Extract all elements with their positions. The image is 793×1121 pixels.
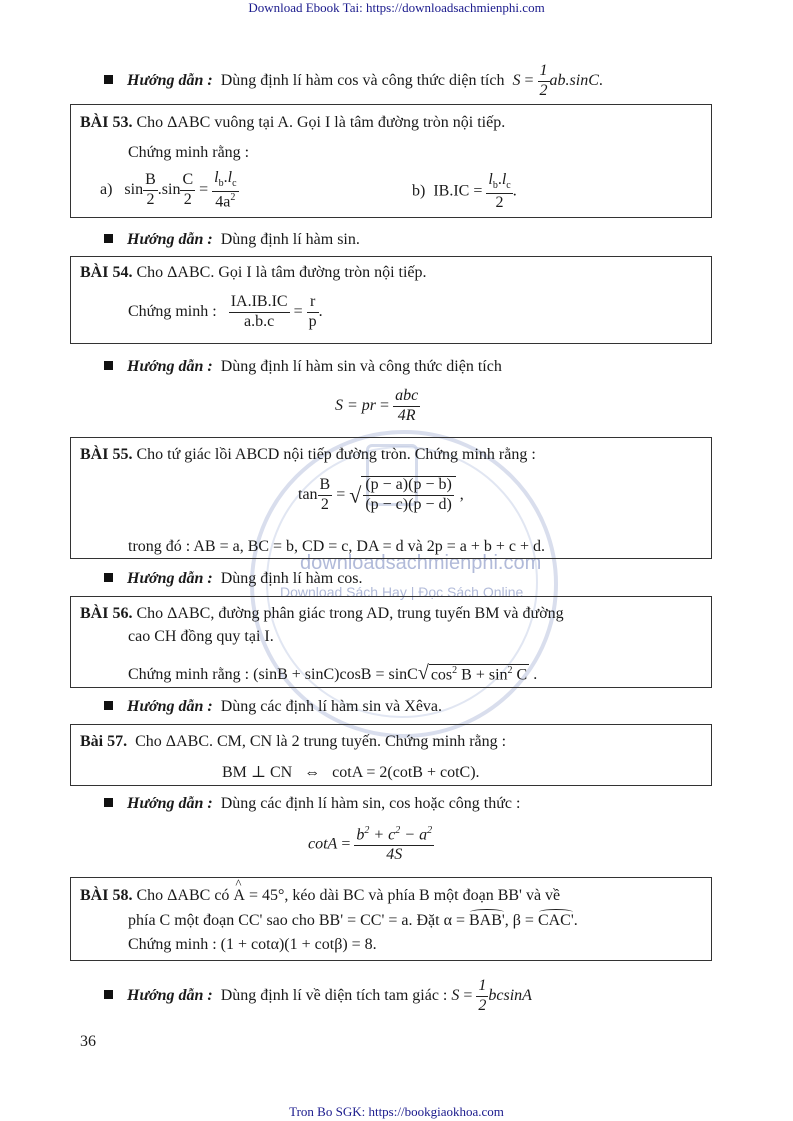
problem-54-formula: Chứng minh : $\frac{IA.IB.IC}{a.b.c}$ = $\frac{r}{p}$ . bbox=[128, 293, 323, 330]
problem-title: Bài 57. bbox=[80, 733, 128, 750]
page-number: 36 bbox=[80, 1033, 96, 1050]
bullet-square-icon bbox=[104, 234, 113, 243]
problem-text: Cho ΔABC, đường phân giác trong AD, trung tuyến BM và đường bbox=[136, 605, 564, 622]
problem-prove: Chứng minh : bbox=[128, 302, 217, 320]
footer-sgk-link[interactable]: Tron Bo SGK: https://bookgiaokhoa.com bbox=[289, 1104, 504, 1119]
hint-text: Dùng định lí hàm cos và công thức diện tích bbox=[220, 71, 505, 89]
hint-text: Dùng định lí hàm cos. bbox=[220, 570, 363, 587]
problem-55-where: trong đó : AB = a, BC = b, CD = c, DA = d và 2p = a + b + c + d. bbox=[128, 538, 546, 555]
problem-56-text-2: cao CH đồng quy tại I. bbox=[128, 628, 274, 645]
problem-58-prove: Chứng minh : (1 + cotα)(1 + cotβ) = 8. bbox=[128, 936, 377, 953]
hint-55 bbox=[104, 570, 363, 588]
problem-title: BÀI 55. bbox=[80, 446, 133, 463]
problem-56-statement bbox=[80, 605, 564, 623]
problem-58-statement: BÀI 58. Cho ΔABC có ^ A = 45°, kéo dài BC và phía B một đoạn BB' và về bbox=[80, 887, 560, 905]
problem-title: BÀI 53. bbox=[80, 114, 133, 131]
problem-title: BÀI 56. bbox=[80, 605, 133, 622]
problem-53-formula-b: b) IB.IC = $\frac{l_b.l_c}{2}$ . bbox=[412, 171, 517, 211]
problem-58-text-2: phía C một đoạn CC' sao cho BB' = CC' = a. Đặt α = BAB', β = CAC'. bbox=[128, 912, 578, 929]
hint-label: Hướng dẫn : bbox=[127, 986, 213, 1004]
problem-title: BÀI 54. bbox=[80, 264, 133, 281]
watermark-site: downloadsachmienphi.com bbox=[300, 552, 542, 574]
hint-text: Dùng các định lí hàm sin, cos hoặc công thức : bbox=[220, 795, 521, 812]
bullet-square-icon bbox=[104, 361, 113, 370]
problem-57-formula: BM ⊥ CN ⇔ cotA = 2(cotB + cotC). bbox=[222, 764, 480, 781]
hint-label: Hướng dẫn : bbox=[127, 358, 213, 375]
problem-55-formula: tan $\frac{B}{2}$ = √ $\frac{(p - a)(p - b)}{(p - c)(p - d)}$ , bbox=[298, 476, 464, 513]
hint-text: Dùng định lí về diện tích tam giác : bbox=[220, 986, 448, 1004]
hint-text: Dùng định lí hàm sin và công thức diện tích bbox=[220, 358, 502, 375]
problem-57-statement bbox=[80, 733, 506, 751]
header-download-link[interactable]: Download Ebook Tai: https://downloadsachmienphi.com bbox=[248, 0, 545, 15]
bullet-square-icon bbox=[104, 990, 113, 999]
problem-55-statement bbox=[80, 446, 536, 464]
hint-text: Dùng các định lí hàm sin và Xêva. bbox=[220, 698, 443, 715]
hint-53-pre: Hướng dẫn : Dùng định lí hàm cos và công thức diện tích S = $\frac{1}{2}$ ab.sinC. bbox=[104, 63, 603, 100]
problem-53-statement bbox=[80, 114, 505, 132]
hint-53 bbox=[104, 231, 360, 249]
bullet-square-icon bbox=[104, 798, 113, 807]
problem-54-statement bbox=[80, 264, 427, 282]
hint-56 bbox=[104, 698, 442, 716]
problem-text: Cho ΔABC. CM, CN là 2 trung tuyến. Chứng minh rằng : bbox=[135, 733, 507, 750]
problem-53-formula-a: a) sin $\frac{B}{2}$ .sin $\frac{C}{2}$ = $\frac{l_b.l_c}{4a^2}$ bbox=[100, 169, 237, 211]
bullet-square-icon bbox=[104, 701, 113, 710]
area-formula: S = pr = abc 4R bbox=[335, 387, 419, 424]
bullet-square-icon bbox=[104, 573, 113, 582]
hint-label: Hướng dẫn : bbox=[127, 71, 213, 89]
problem-text: Cho tứ giác lồi ABCD nội tiếp đường tròn. Chứng minh rằng : bbox=[136, 446, 536, 463]
hint-label: Hướng dẫn : bbox=[127, 231, 213, 248]
hint-text: Dùng định lí hàm sin. bbox=[220, 231, 360, 248]
hint-57 bbox=[104, 795, 520, 813]
hint-label: Hướng dẫn : bbox=[127, 795, 213, 812]
problem-title: BÀI 58. bbox=[80, 887, 133, 904]
watermark-slogan: Download Sách Hay | Đọc Sách Online bbox=[280, 584, 524, 600]
problem-text: phía C một đoạn CC' sao cho BB' = CC' = a. Đặt α = bbox=[128, 912, 465, 929]
problem-56-formula: Chứng minh rằng : (sinB + sinC)cosB = sinC√ $\cos^2 B + \sin^2 C$ . bbox=[128, 662, 538, 684]
hint-58: Hướng dẫn : Dùng định lí về diện tích tam giác : S = $\frac{1}{2}$ bcsinA bbox=[104, 978, 532, 1015]
problem-53-prove: Chứng minh rằng : bbox=[128, 144, 250, 161]
problem-text: Cho ΔABC vuông tại A. Gọi I là tâm đường tròn nội tiếp. bbox=[136, 114, 506, 131]
bullet-square-icon bbox=[104, 75, 113, 84]
problem-prove: Chứng minh rằng : (sinB + sinC)cosB = sinC bbox=[128, 666, 418, 683]
hint-label: Hướng dẫn : bbox=[127, 570, 213, 587]
problem-text: Cho ΔABC. Gọi I là tâm đường tròn nội tiếp. bbox=[136, 264, 427, 281]
cot-formula: cotA = $\frac{b^2 + c^2 - a^2}{4S}$ bbox=[308, 825, 433, 864]
hint-label: Hướng dẫn : bbox=[127, 698, 213, 715]
hint-54 bbox=[104, 358, 502, 376]
